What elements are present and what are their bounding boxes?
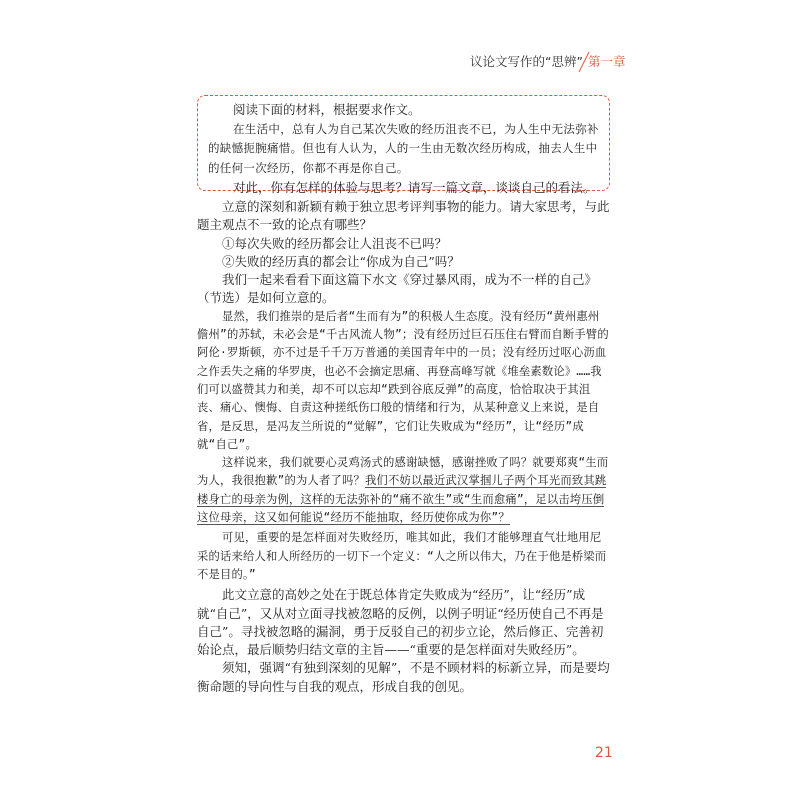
excerpt-paragraph-3: 可见，重要的是怎样面对失败经历，唯其如此，我们才能够理直气壮地用尼采的话来给人和人所经历的一切下一个定义：“人之所以伟大，乃在于他是桥梁而不是目的。” — [197, 531, 607, 581]
question-one: ①每次失败的经历都会让人沮丧不已吗？ — [222, 235, 448, 251]
excerpt-2-underlined: 我们不妨以最近武汉掌掴儿子两个耳光而致其跳楼身亡的母亲为例，这样的无法弥补的“痛不欲生”或“生而愈痛”，足以击垮压倒这位母亲，这又如何能说“经历不能抽取，经历使你成为你”？ — [197, 474, 607, 525]
running-header — [470, 50, 730, 74]
excerpt-paragraph-1: 显然，我们推崇的是后者“生而有为”的积极人生态度。没有经历“黄州惠州儋州”的苏轼，未必会是“千古风流人物”；没有经历过巨石压住右臂而自断手臂的阿伦·罗斯顿，亦不过是千千万万普通的美国青年中的一员；没有经历过呕心沥血之作丢失之痛的华罗庚，也必不会摘定思痛、再登高峰写就《堆垒素数论》……我们可以盛赞其力和美，却不可以忘却“跌到谷底反弹”的高度，恰恰取决于其沮丧、痛心、懊悔、自责这种搓纸伤口般的情绪和行为，从某种意义上来说，是自省，是反思，是冯友兰所说的“觉解”，它们让失败成为“经历”，让“经历”成就“自己”。 — [197, 309, 609, 451]
paragraph-intro: 立意的深刻和新颖有赖于独立思考评判事物的能力。请大家思考，与此题主观点不一致的论点有哪些？ — [197, 199, 610, 233]
question-two: ②失败的经历真的都会让“你成为自己”吗？ — [222, 253, 460, 269]
prompt-material-quote: 在生活中，总有人为自己某次失败的经历沮丧不已，为人生中无法弥补的缺憾扼腕痛惜。但也有人认为，人的一生由无数次经历构成，抽去人生中的任何一次经历，你都不再是你自己。 — [208, 121, 599, 175]
paragraph-example-intro: 我们一起来看看下面这篇下水文《穿过暴风雨，成为不一样的自己》（节选）是如何立意的。 — [197, 272, 598, 306]
prompt-instruction: 阅读下面的材料，根据要求作文。 — [233, 102, 421, 117]
prompt-task: 对此，你有怎样的体验与思考？请写一篇文章，谈谈自己的看法。 — [233, 180, 596, 195]
page-number: 21 — [595, 745, 613, 761]
excerpt-paragraph-2 — [197, 454, 610, 527]
book-title: 议论文写作的“思辨” — [470, 54, 583, 69]
main-body-text — [197, 198, 610, 696]
chapter-label: 第一章 — [588, 54, 626, 69]
writing-prompt-box — [197, 95, 610, 195]
paragraph-analysis: 此文立意的高妙之处在于既总体肯定失败成为“经历”，让“经历”成就“自己”，又从对立面寻找被忽略的反例，以例子明证“经历使自己不再是自己”。寻找被忽略的漏洞，勇于反驳自己的初步立论，然后修正、完善初始论点，最后顺势归结文章的主旨——“重要的是怎样面对失败经历”。 — [197, 587, 604, 658]
paragraph-conclusion: 须知，强调“有独到深刻的见解”，不是不顾材料的标新立异，而是要均衡命题的导向性与自我的观点，形成自我的创见。 — [197, 660, 610, 694]
excerpt-2-lead: 这样说来，我们就要心灵鸡汤式的感谢缺憾，感谢挫败了吗？就要郑爽“生而为人，我很抱歉”的为人者了吗？ — [197, 456, 609, 488]
